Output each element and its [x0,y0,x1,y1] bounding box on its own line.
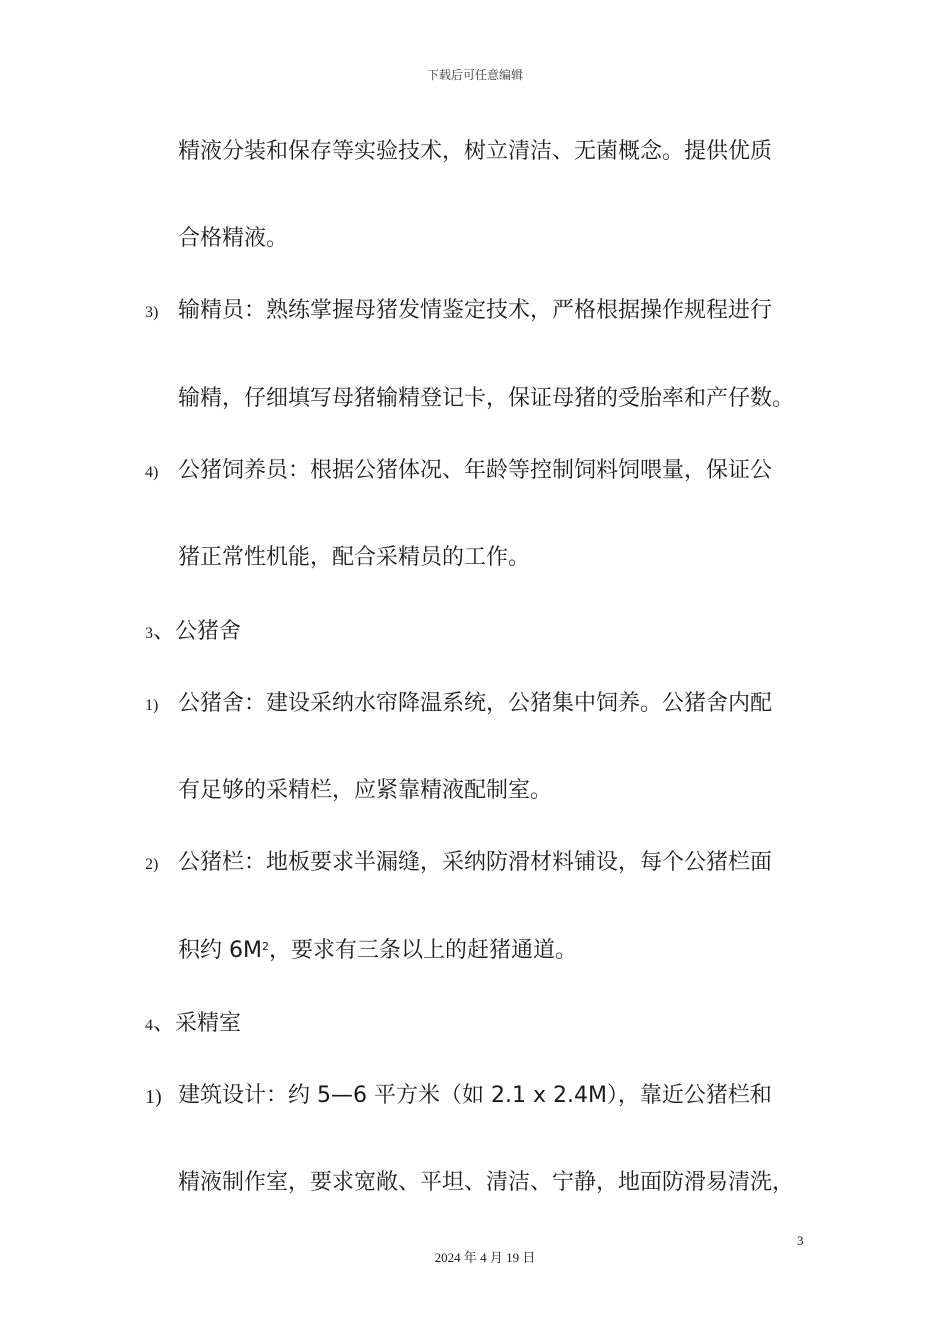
list-item-text: 输精，仔细填写母猪输精登记卡，保证母猪的受胎率和产仔数。 [178,386,795,411]
section-title: 、采精室 [153,1011,242,1036]
list-item-text: 公猪栏：地板要求半漏缝，采纳防滑材料铺设，每个公猪栏面 [178,850,773,875]
section-number: 4 [145,1017,153,1034]
list-item-text: 精液制作室，要求宽敞、平坦、清洁、宁静，地面防滑易清洗， [178,1170,795,1195]
page-number: 3 [797,1233,804,1248]
list-item-text: 猪正常性机能，配合采精员的工作。 [178,545,531,570]
list-item-text [178,937,577,965]
page-header: 下载后可任意编辑 [426,68,523,82]
section-heading [145,1010,241,1040]
list-marker: 1) [145,1086,162,1108]
list-item-text: 输精员：熟练掌握母猪发情鉴定技术，严格根据操作规程进行 [178,298,773,323]
section-heading [145,618,241,648]
list-marker: 2) [145,856,159,873]
superscript: 2 [261,940,269,953]
list-item-text: 公猪舍：建设采纳水帘降温系统，公猪集中饲养。公猪舍内配 [178,691,773,716]
list-marker: 3) [145,304,159,321]
list-item-text: 公猪饲养员：根据公猪体况、年龄等控制饲料饲喂量，保证公 [178,458,773,483]
list-item-text: 建筑设计：约 5—6 平方米（如 2.1 x 2.4M），靠近公猪栏和 [178,1083,772,1108]
list-item-text: 有足够的采精栏，应紧靠精液配制室。 [178,778,553,803]
list-marker: 1) [145,697,159,714]
section-title: 、公猪舍 [153,619,242,644]
list-marker: 4) [145,464,159,481]
section-number: 3 [145,625,153,642]
text-segment: 积约 6M [178,938,262,963]
page-footer-date: 2024 年 4 月 19 日 [434,1250,536,1265]
text-segment: ，要求有三条以上的赶猪通道。 [268,938,577,963]
paragraph-line: 精液分装和保存等实验技术，树立清洁、无菌概念。提供优质 [178,139,773,164]
paragraph-line: 合格精液。 [178,226,289,251]
